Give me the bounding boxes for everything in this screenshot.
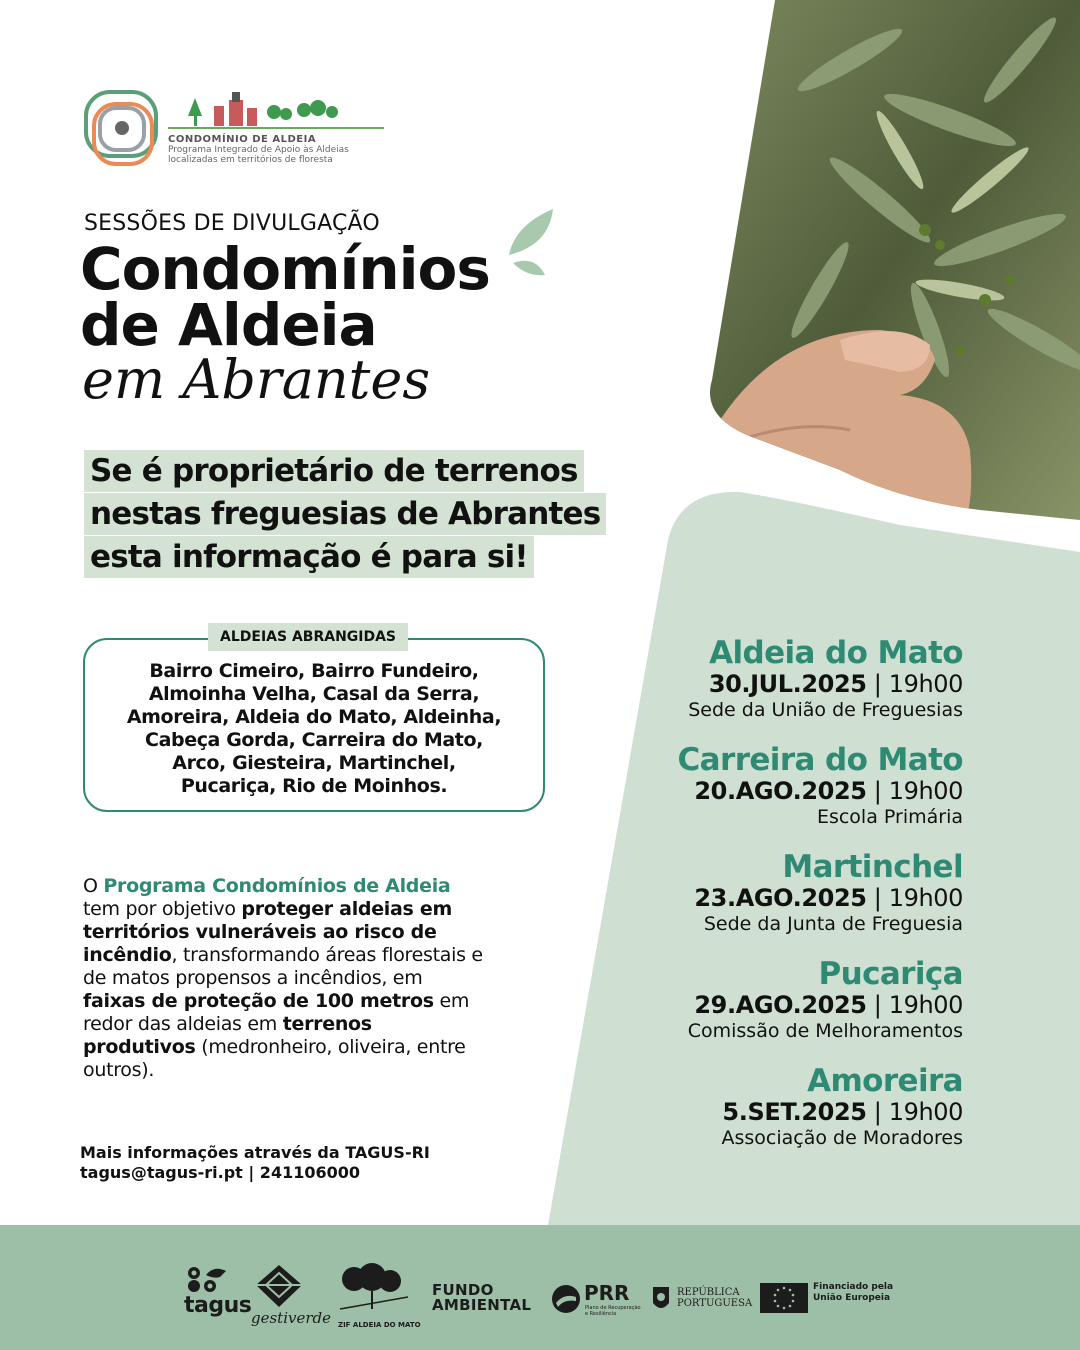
session-place: Pucariça (818, 956, 963, 992)
prr-logo-subtitle (585, 1305, 641, 1317)
prr-sub-line1: Plano de Recuperação (585, 1305, 641, 1311)
desc-text: tem por objetivo (83, 898, 242, 920)
desc-text: O (83, 875, 104, 897)
session-place: Amoreira (807, 1063, 963, 1099)
logo-text (168, 134, 398, 165)
desc-text: em redor das aldeias em (83, 990, 470, 1035)
fundo-ambiental-line1: FUNDO (432, 1281, 494, 1299)
village-line: Bairro Cimeiro, Bairro Fundeiro, (149, 660, 479, 682)
village-line: Cabeça Gorda, Carreira do Mato, (145, 729, 483, 751)
village-line: Almoinha Velha, Casal da Serra, (148, 683, 480, 705)
title-script: em Abrantes (82, 348, 431, 411)
session-when (543, 670, 963, 698)
highlight-line2: nestas freguesias de Abrantes (84, 493, 606, 535)
fundo-ambiental-line2: AMBIENTAL (432, 1296, 532, 1314)
session-place: Aldeia do Mato (709, 635, 963, 671)
leaf-icon (505, 205, 565, 285)
session-when (543, 991, 963, 1019)
session-time: | 19h00 (866, 991, 963, 1019)
rp-line1: REPÚBLICA (677, 1287, 740, 1298)
villages-list (100, 660, 528, 798)
session-when (543, 884, 963, 912)
desc-text: , transformando áreas florestais e de matos propensos a incêndios, em (83, 944, 483, 989)
sessions-list (543, 636, 963, 1171)
eu-line1: Financiado pela (813, 1282, 894, 1292)
villages-label: ALDEIAS ABRANGIDAS (208, 623, 408, 651)
session-when (543, 1098, 963, 1126)
session-date: 29.AGO.2025 (694, 991, 867, 1019)
session-time: | 19h00 (866, 884, 963, 912)
highlight-line3: esta informação é para si! (84, 536, 534, 578)
title-line1: Condomínios (80, 235, 490, 303)
republica-portuguesa-text (677, 1287, 752, 1309)
republica-portuguesa-logo-icon (651, 1285, 671, 1313)
logo-subtitle-line2: localizadas em territórios de floresta (168, 155, 333, 165)
zif-logo-text: ZIF ALDEIA DO MATO (338, 1321, 421, 1329)
session-item (543, 636, 963, 722)
program-name: Programa Condomínios de Aldeia (103, 875, 451, 897)
desc-text: (medronheiro, oliveira, entre outros). (83, 1036, 466, 1081)
highlight-line1: Se é proprietário de terrenos (84, 450, 584, 492)
session-place: Carreira do Mato (677, 742, 963, 778)
session-date: 30.JUL.2025 (708, 670, 867, 698)
session-item (543, 850, 963, 936)
logo-title: CONDOMÍNIO DE ALDEIA (168, 134, 317, 145)
title-line2: de Aldeia (80, 291, 377, 359)
village-line: Amoreira, Aldeia do Mato, Aldeinha, (126, 706, 502, 728)
gestiverde-logo-icon (254, 1263, 304, 1309)
rp-line2: PORTUGUESA (677, 1298, 753, 1309)
logo-subtitle-line1: Programa Integrado de Apoio às Aldeias (168, 145, 349, 155)
session-when (543, 777, 963, 805)
footer-logos (0, 1225, 1080, 1350)
eu-flag-icon (760, 1283, 808, 1313)
session-place: Martinchel (782, 849, 963, 885)
session-time: | 19h00 (866, 777, 963, 805)
session-venue: Sede da União de Freguesias (688, 699, 963, 721)
gestiverde-logo-text: gestiverde (251, 1309, 332, 1327)
session-time: | 19h00 (866, 1098, 963, 1126)
tagus-logo-icon (186, 1265, 234, 1293)
zif-logo-icon (338, 1263, 410, 1315)
eu-line2: União Europeia (813, 1293, 891, 1303)
session-venue: Comissão de Melhoramentos (687, 1020, 963, 1042)
desc-emphasis: terrenos produtivos (83, 1013, 372, 1058)
prr-logo-icon (550, 1283, 582, 1315)
prr-logo-text: PRR (584, 1281, 630, 1305)
tagus-logo-text: tagus (184, 1293, 252, 1318)
village-line: Pucariça, Rio de Moinhos. (180, 775, 448, 797)
session-date: 5.SET.2025 (722, 1098, 867, 1126)
fundo-ambiental-logo (432, 1283, 531, 1313)
session-item (543, 1064, 963, 1150)
session-venue: Associação de Moradores (721, 1127, 963, 1149)
desc-emphasis: faixas de proteção de 100 metros (83, 990, 434, 1012)
session-venue: Sede da Junta de Freguesia (703, 913, 963, 935)
village-line: Arco, Giesteira, Martinchel, (172, 752, 456, 774)
session-date: 20.AGO.2025 (694, 777, 867, 805)
session-time: | 19h00 (866, 670, 963, 698)
contact-info (80, 1143, 430, 1183)
session-item (543, 957, 963, 1043)
kicker: SESSÕES DE DIVULGAÇÃO (84, 211, 380, 236)
eu-funding-text (813, 1282, 893, 1304)
contact-line1: Mais informações através da TAGUS-RI (80, 1143, 430, 1162)
session-venue: Escola Primária (816, 806, 963, 828)
session-item (543, 743, 963, 829)
desc-emphasis: proteger aldeias em territórios vulneráveis ao risco de incêndio (83, 898, 452, 966)
contact-line2: tagus@tagus-ri.pt | 241106000 (80, 1163, 360, 1182)
prr-sub-line2: e Resiliência (585, 1311, 617, 1317)
session-date: 23.AGO.2025 (694, 884, 867, 912)
program-description (83, 875, 483, 1082)
